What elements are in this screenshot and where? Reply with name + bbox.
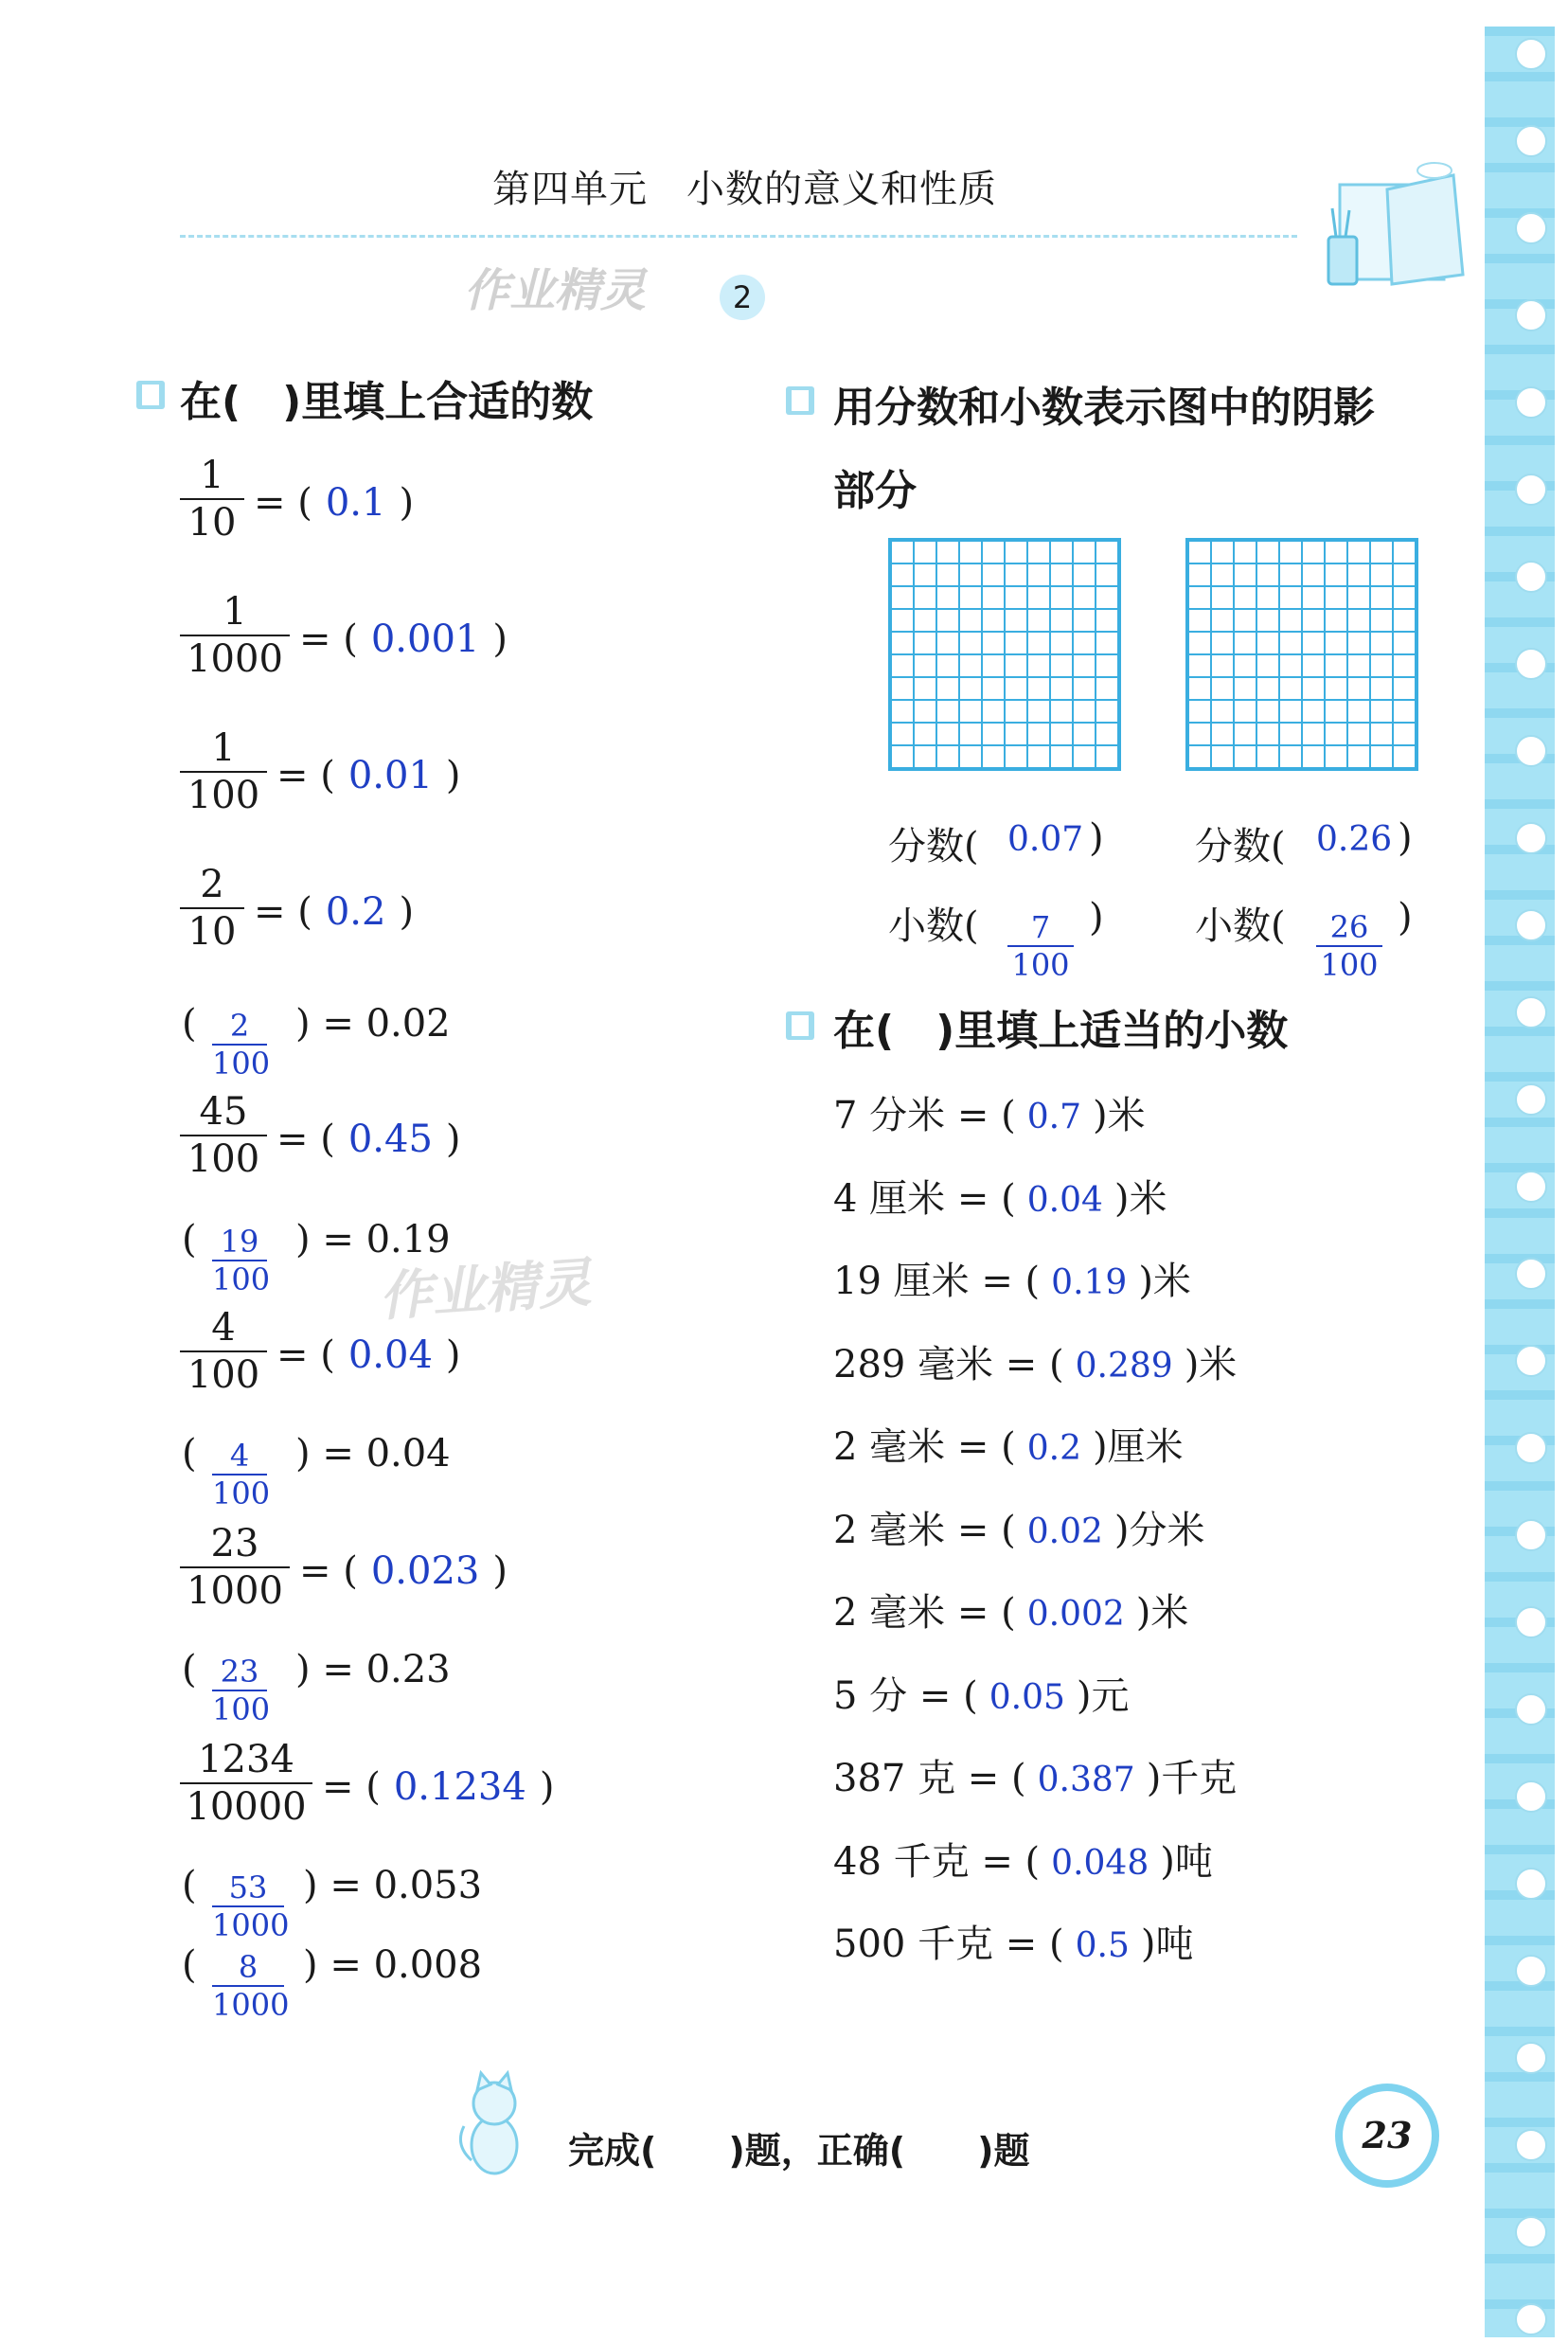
page-header: 第四单元 小数的意义和性质: [492, 168, 997, 211]
spiral-ring: [1515, 1083, 1547, 1116]
open-paren: (: [182, 1864, 197, 1907]
watermark-top: 作业精灵: [464, 264, 647, 317]
spiral-ring: [1515, 386, 1547, 419]
spiral-ring: [1515, 1345, 1547, 1377]
completion-footer: 完成( )题，正确( )题: [568, 2130, 1030, 2172]
answer-value: 0.387: [1037, 1761, 1135, 1799]
answer-value: 0.01: [347, 754, 433, 797]
reverse-equation: ) = 0.008: [303, 1943, 483, 1987]
answer-value: 0.001: [370, 617, 480, 661]
spiral-ring: [1515, 125, 1547, 157]
section1-title: 在( )里填上合适的数: [180, 378, 594, 426]
section2-title-line2: 部分: [833, 467, 917, 515]
right-fraction-label: 分数(: [1195, 825, 1286, 868]
spiral-ring: [1515, 2216, 1547, 2248]
left-decimal-answer: 7 100: [1007, 909, 1074, 983]
spiral-ring: [1515, 2129, 1547, 2161]
reverse-equation: ) = 0.02: [295, 1002, 451, 1046]
spiral-ring: [1515, 212, 1547, 244]
question-fraction: 2 10: [180, 862, 244, 955]
answer-value: 0.023: [370, 1549, 480, 1593]
question-fraction: 1 10: [180, 453, 244, 546]
reverse-equation: ) = 0.19: [295, 1218, 451, 1261]
question-fraction: 1234 10000: [180, 1737, 312, 1830]
open-paren: (: [182, 1218, 197, 1261]
spiral-ring: [1515, 735, 1547, 767]
reverse-equation: ) = 0.04: [295, 1432, 451, 1476]
fraction-equation: = ( 0.04 ): [276, 1333, 461, 1377]
spiral-ring: [1515, 909, 1547, 941]
spiral-ring: [1515, 1519, 1547, 1551]
answer-value: 0.2: [1026, 1429, 1081, 1468]
spiral-ring: [1515, 1868, 1547, 1900]
answer-value: 0.289: [1075, 1346, 1173, 1386]
answer-value: 0.7: [1026, 1098, 1081, 1136]
answer-fraction: 23 100: [212, 1654, 271, 1727]
reverse-equation: ) = 0.23: [295, 1648, 451, 1691]
right-fraction-close: ): [1398, 816, 1413, 860]
header-divider: [180, 235, 1297, 238]
conversion-row: 2 毫米 = ( 0.2 )厘米: [833, 1425, 1184, 1469]
spiral-ring: [1515, 2042, 1547, 2074]
spiral-ring: [1515, 1432, 1547, 1464]
fraction-equation: = ( 0.2 ): [254, 890, 415, 934]
spiral-ring: [1515, 996, 1547, 1028]
cat-illustration-icon: [454, 2069, 530, 2178]
section2-title-line1: 用分数和小数表示图中的阴影: [833, 384, 1375, 432]
conversion-row: 4 厘米 = ( 0.04 )米: [833, 1176, 1167, 1221]
left-fraction-label: 分数(: [888, 825, 979, 868]
fraction-equation: = ( 0.1 ): [254, 481, 415, 525]
answer-value: 0.05: [989, 1677, 1065, 1717]
right-fraction-answer: 0.26: [1316, 820, 1393, 859]
answer-value: 0.2: [325, 890, 386, 934]
conversion-row: 2 毫米 = ( 0.02 )分米: [833, 1508, 1205, 1552]
spiral-ring: [1515, 1606, 1547, 1638]
question-book-icon: [133, 375, 169, 413]
answer-fraction: 8 1000: [212, 1949, 290, 2023]
spiral-ring: [1515, 1780, 1547, 1813]
question-fraction: 45 100: [180, 1089, 267, 1182]
conversion-row: 7 分米 = ( 0.7 )米: [833, 1094, 1146, 1137]
question-book-icon: [782, 1006, 818, 1044]
answer-value: 0.048: [1051, 1843, 1149, 1883]
page-number: 23: [1335, 2084, 1439, 2188]
open-paren: (: [182, 1432, 197, 1476]
conversion-row: 19 厘米 = ( 0.19 )米: [833, 1260, 1191, 1303]
spiral-ring: [1515, 822, 1547, 854]
answer-fraction: 53 1000: [212, 1869, 290, 1943]
fraction-equation: = ( 0.45 ): [276, 1118, 461, 1161]
section3-title: 在( )里填上适当的小数: [833, 1007, 1289, 1055]
open-paren: (: [182, 1648, 197, 1691]
left-decimal-label: 小数(: [888, 904, 979, 948]
watermark-badge: 2: [720, 275, 765, 320]
answer-value: 0.1234: [393, 1765, 526, 1809]
fraction-equation: = ( 0.1234 ): [322, 1765, 555, 1809]
question-book-icon: [782, 381, 818, 419]
spiral-ring: [1515, 648, 1547, 680]
spiral-ring: [1515, 1955, 1547, 1987]
right-decimal-close: ): [1398, 896, 1413, 939]
conversion-row: 289 毫米 = ( 0.289 )米: [833, 1342, 1238, 1386]
spiral-ring: [1515, 561, 1547, 593]
question-fraction: 1 1000: [180, 589, 290, 682]
spiral-ring: [1515, 1258, 1547, 1290]
conversion-row: 2 毫米 = ( 0.002 )米: [833, 1591, 1189, 1635]
fraction-equation: = ( 0.023 ): [299, 1549, 508, 1593]
question-fraction: 1 100: [180, 725, 267, 818]
answer-value: 0.02: [1026, 1511, 1103, 1551]
open-paren: (: [182, 1943, 197, 1987]
hundred-grid-left: [888, 538, 1121, 771]
answer-value: 0.002: [1026, 1595, 1125, 1634]
watermark-middle: 作业精灵: [377, 1252, 594, 1329]
open-paren: (: [182, 1002, 197, 1046]
left-fraction-answer: 0.07: [1007, 820, 1084, 859]
answer-value: 0.19: [1051, 1263, 1128, 1302]
answer-value: 0.04: [347, 1333, 433, 1377]
right-decimal-label: 小数(: [1195, 904, 1286, 948]
reverse-equation: ) = 0.053: [303, 1864, 483, 1907]
hundred-grid-right: [1185, 538, 1418, 771]
question-fraction: 4 100: [180, 1305, 267, 1398]
answer-fraction: 2 100: [212, 1008, 271, 1082]
answer-value: 0.45: [347, 1118, 433, 1161]
spiral-ring: [1515, 1693, 1547, 1726]
fraction-equation: = ( 0.01 ): [276, 754, 461, 797]
answer-value: 0.04: [1026, 1180, 1103, 1220]
answer-value: 0.5: [1075, 1926, 1130, 1965]
conversion-row: 5 分 = ( 0.05 )元: [833, 1673, 1130, 1718]
left-fraction-close: ): [1089, 816, 1104, 860]
answer-fraction: 19 100: [212, 1224, 271, 1297]
question-fraction: 23 1000: [180, 1521, 290, 1614]
spiral-ring: [1515, 38, 1547, 70]
fraction-equation: = ( 0.001 ): [299, 617, 508, 661]
conversion-row: 387 克 = ( 0.387 )千克: [833, 1757, 1238, 1800]
spiral-ring: [1515, 1171, 1547, 1203]
right-decimal-answer: 26 100: [1316, 909, 1382, 983]
conversion-row: 48 千克 = ( 0.048 )吨: [833, 1839, 1213, 1884]
spiral-ring: [1515, 299, 1547, 331]
conversion-row: 500 千克 = ( 0.5 )吨: [833, 1923, 1194, 1966]
book-illustration-icon: [1321, 152, 1477, 294]
answer-fraction: 4 100: [212, 1438, 271, 1511]
spiral-ring: [1515, 474, 1547, 506]
spiral-ring: [1515, 2303, 1547, 2335]
answer-value: 0.1: [325, 481, 386, 525]
left-decimal-close: ): [1089, 896, 1104, 939]
